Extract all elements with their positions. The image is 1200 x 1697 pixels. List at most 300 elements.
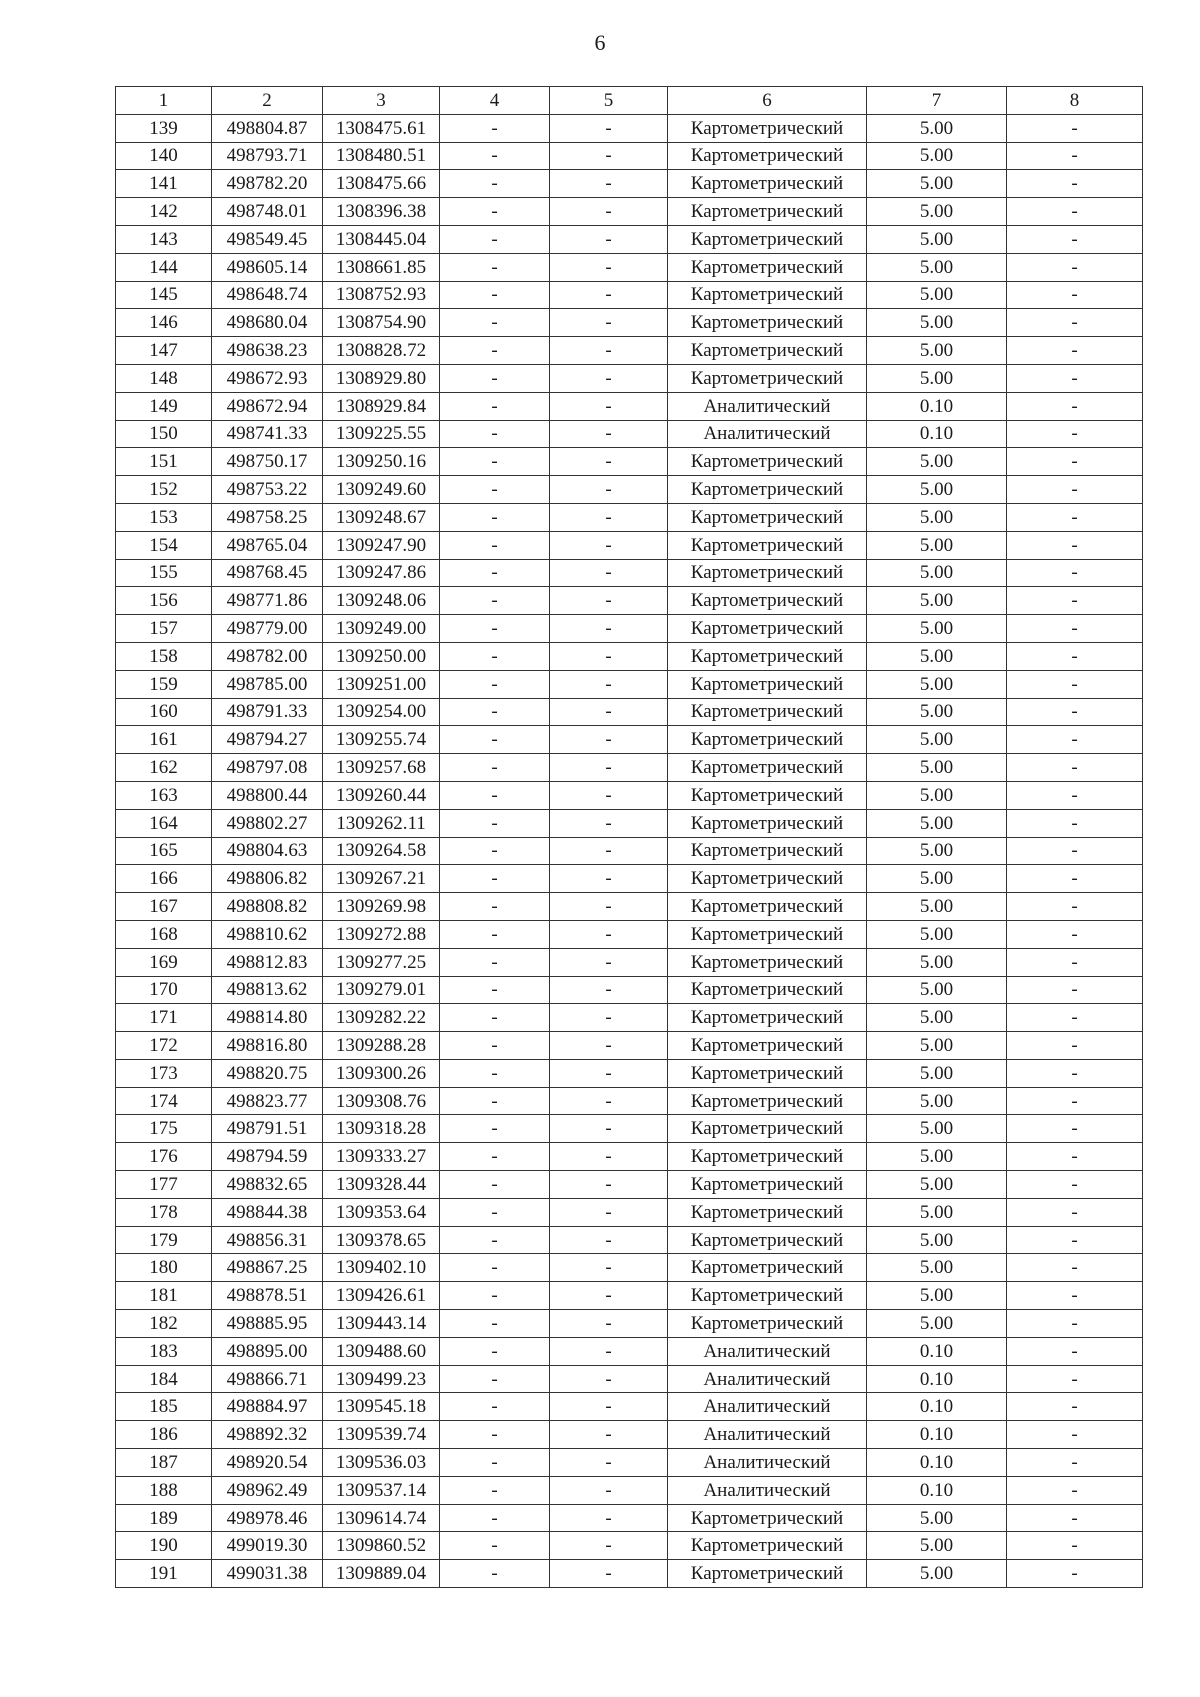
cell-accuracy: 0.10 — [867, 392, 1007, 420]
cell-point-number: 147 — [116, 337, 212, 365]
cell-col-4-value: - — [440, 781, 550, 809]
table-row — [116, 726, 1143, 754]
cell-col-5-value: - — [550, 253, 668, 281]
table-row — [116, 754, 1143, 782]
cell-accuracy: 5.00 — [867, 948, 1007, 976]
cell-col-4-value: - — [440, 503, 550, 531]
cell-point-number: 146 — [116, 309, 212, 337]
cell-x-coordinate: 498758.25 — [212, 503, 323, 531]
cell-method: Картометрический — [668, 754, 867, 782]
cell-col-5-value: - — [550, 1282, 668, 1310]
table-row — [116, 364, 1143, 392]
cell-accuracy: 0.10 — [867, 1393, 1007, 1421]
cell-col-4-value: - — [440, 1087, 550, 1115]
cell-col-5-value: - — [550, 1171, 668, 1199]
cell-method: Картометрический — [668, 1310, 867, 1338]
cell-x-coordinate: 498791.33 — [212, 698, 323, 726]
cell-col-8-value: - — [1007, 531, 1143, 559]
cell-accuracy: 5.00 — [867, 364, 1007, 392]
cell-col-5-value: - — [550, 948, 668, 976]
cell-col-4-value: - — [440, 670, 550, 698]
cell-point-number: 153 — [116, 503, 212, 531]
cell-x-coordinate: 498866.71 — [212, 1365, 323, 1393]
cell-col-4-value: - — [440, 587, 550, 615]
table-row — [116, 1337, 1143, 1365]
cell-col-8-value: - — [1007, 587, 1143, 615]
cell-accuracy: 5.00 — [867, 531, 1007, 559]
cell-col-4-value: - — [440, 448, 550, 476]
cell-col-8-value: - — [1007, 476, 1143, 504]
cell-col-4-value: - — [440, 754, 550, 782]
cell-col-8-value: - — [1007, 726, 1143, 754]
cell-point-number: 152 — [116, 476, 212, 504]
cell-method: Картометрический — [668, 837, 867, 865]
cell-method: Картометрический — [668, 865, 867, 893]
cell-col-8-value: - — [1007, 309, 1143, 337]
cell-col-5-value: - — [550, 698, 668, 726]
cell-accuracy: 5.00 — [867, 1254, 1007, 1282]
cell-accuracy: 5.00 — [867, 337, 1007, 365]
cell-method: Аналитический — [668, 1337, 867, 1365]
cell-col-4-value: - — [440, 142, 550, 170]
cell-accuracy: 5.00 — [867, 559, 1007, 587]
cell-x-coordinate: 498802.27 — [212, 809, 323, 837]
cell-accuracy: 5.00 — [867, 1059, 1007, 1087]
cell-point-number: 169 — [116, 948, 212, 976]
table-row — [116, 420, 1143, 448]
cell-method: Картометрический — [668, 1004, 867, 1032]
cell-y-coordinate: 1309247.86 — [323, 559, 440, 587]
cell-accuracy: 5.00 — [867, 1004, 1007, 1032]
cell-col-8-value: - — [1007, 642, 1143, 670]
cell-col-8-value: - — [1007, 559, 1143, 587]
cell-col-5-value: - — [550, 1115, 668, 1143]
cell-point-number: 155 — [116, 559, 212, 587]
cell-x-coordinate: 498806.82 — [212, 865, 323, 893]
cell-accuracy: 5.00 — [867, 615, 1007, 643]
cell-y-coordinate: 1309889.04 — [323, 1560, 440, 1588]
cell-col-5-value: - — [550, 1004, 668, 1032]
table-row — [116, 448, 1143, 476]
cell-y-coordinate: 1309539.74 — [323, 1421, 440, 1449]
table-row — [116, 1504, 1143, 1532]
cell-col-4-value: - — [440, 1004, 550, 1032]
cell-accuracy: 5.00 — [867, 476, 1007, 504]
cell-y-coordinate: 1308752.93 — [323, 281, 440, 309]
cell-accuracy: 5.00 — [867, 253, 1007, 281]
cell-y-coordinate: 1308754.90 — [323, 309, 440, 337]
cell-col-5-value: - — [550, 1421, 668, 1449]
cell-x-coordinate: 498878.51 — [212, 1282, 323, 1310]
cell-x-coordinate: 498753.22 — [212, 476, 323, 504]
cell-x-coordinate: 498782.20 — [212, 170, 323, 198]
cell-col-4-value: - — [440, 1198, 550, 1226]
cell-col-5-value: - — [550, 448, 668, 476]
cell-col-8-value: - — [1007, 670, 1143, 698]
table-row — [116, 1254, 1143, 1282]
cell-y-coordinate: 1309267.21 — [323, 865, 440, 893]
cell-col-8-value: - — [1007, 1004, 1143, 1032]
cell-col-4-value: - — [440, 1532, 550, 1560]
cell-point-number: 139 — [116, 114, 212, 142]
cell-y-coordinate: 1309378.65 — [323, 1226, 440, 1254]
cell-y-coordinate: 1309272.88 — [323, 920, 440, 948]
cell-col-5-value: - — [550, 559, 668, 587]
cell-x-coordinate: 498638.23 — [212, 337, 323, 365]
cell-col-5-value: - — [550, 364, 668, 392]
cell-col-4-value: - — [440, 893, 550, 921]
cell-col-8-value: - — [1007, 1310, 1143, 1338]
cell-col-4-value: - — [440, 1449, 550, 1477]
cell-x-coordinate: 498791.51 — [212, 1115, 323, 1143]
cell-y-coordinate: 1308480.51 — [323, 142, 440, 170]
cell-col-8-value: - — [1007, 198, 1143, 226]
cell-x-coordinate: 498750.17 — [212, 448, 323, 476]
cell-accuracy: 0.10 — [867, 1365, 1007, 1393]
cell-col-5-value: - — [550, 225, 668, 253]
cell-y-coordinate: 1308475.66 — [323, 170, 440, 198]
cell-y-coordinate: 1308661.85 — [323, 253, 440, 281]
cell-method: Картометрический — [668, 476, 867, 504]
cell-accuracy: 5.00 — [867, 865, 1007, 893]
cell-accuracy: 5.00 — [867, 670, 1007, 698]
cell-col-8-value: - — [1007, 114, 1143, 142]
table-row — [116, 1476, 1143, 1504]
cell-col-8-value: - — [1007, 253, 1143, 281]
table-row — [116, 1115, 1143, 1143]
cell-accuracy: 5.00 — [867, 170, 1007, 198]
table-row — [116, 809, 1143, 837]
cell-point-number: 186 — [116, 1421, 212, 1449]
column-header-1: 1 — [116, 87, 212, 115]
cell-x-coordinate: 498820.75 — [212, 1059, 323, 1087]
cell-method: Картометрический — [668, 1059, 867, 1087]
cell-col-5-value: - — [550, 781, 668, 809]
cell-x-coordinate: 499019.30 — [212, 1532, 323, 1560]
cell-col-4-value: - — [440, 920, 550, 948]
cell-col-5-value: - — [550, 1476, 668, 1504]
cell-col-8-value: - — [1007, 920, 1143, 948]
cell-col-8-value: - — [1007, 948, 1143, 976]
cell-x-coordinate: 498794.59 — [212, 1143, 323, 1171]
cell-x-coordinate: 498605.14 — [212, 253, 323, 281]
cell-x-coordinate: 498549.45 — [212, 225, 323, 253]
cell-x-coordinate: 498794.27 — [212, 726, 323, 754]
cell-col-4-value: - — [440, 1032, 550, 1060]
cell-col-8-value: - — [1007, 420, 1143, 448]
cell-x-coordinate: 498892.32 — [212, 1421, 323, 1449]
cell-col-5-value: - — [550, 476, 668, 504]
cell-col-8-value: - — [1007, 170, 1143, 198]
cell-col-5-value: - — [550, 1532, 668, 1560]
cell-x-coordinate: 498672.93 — [212, 364, 323, 392]
table-row — [116, 698, 1143, 726]
table-row — [116, 170, 1143, 198]
table-row — [116, 1532, 1143, 1560]
cell-col-5-value: - — [550, 642, 668, 670]
cell-col-4-value: - — [440, 476, 550, 504]
cell-col-8-value: - — [1007, 1365, 1143, 1393]
cell-x-coordinate: 498765.04 — [212, 531, 323, 559]
cell-accuracy: 5.00 — [867, 1504, 1007, 1532]
cell-col-5-value: - — [550, 1504, 668, 1532]
cell-method: Картометрический — [668, 1532, 867, 1560]
cell-col-5-value: - — [550, 392, 668, 420]
cell-col-4-value: - — [440, 642, 550, 670]
cell-accuracy: 5.00 — [867, 809, 1007, 837]
cell-col-8-value: - — [1007, 225, 1143, 253]
cell-x-coordinate: 498867.25 — [212, 1254, 323, 1282]
cell-method: Картометрический — [668, 448, 867, 476]
cell-col-4-value: - — [440, 1282, 550, 1310]
cell-col-8-value: - — [1007, 1032, 1143, 1060]
cell-col-8-value: - — [1007, 1198, 1143, 1226]
cell-accuracy: 5.00 — [867, 698, 1007, 726]
cell-x-coordinate: 498648.74 — [212, 281, 323, 309]
cell-point-number: 171 — [116, 1004, 212, 1032]
cell-y-coordinate: 1309277.25 — [323, 948, 440, 976]
cell-point-number: 162 — [116, 754, 212, 782]
cell-point-number: 159 — [116, 670, 212, 698]
cell-accuracy: 5.00 — [867, 754, 1007, 782]
cell-col-4-value: - — [440, 615, 550, 643]
cell-col-4-value: - — [440, 1310, 550, 1338]
cell-x-coordinate: 498793.71 — [212, 142, 323, 170]
cell-col-5-value: - — [550, 1143, 668, 1171]
cell-point-number: 150 — [116, 420, 212, 448]
cell-method: Картометрический — [668, 364, 867, 392]
cell-col-4-value: - — [440, 170, 550, 198]
cell-point-number: 149 — [116, 392, 212, 420]
cell-x-coordinate: 498813.62 — [212, 976, 323, 1004]
cell-method: Картометрический — [668, 309, 867, 337]
cell-col-5-value: - — [550, 531, 668, 559]
cell-x-coordinate: 498856.31 — [212, 1226, 323, 1254]
table-row — [116, 948, 1143, 976]
cell-col-4-value: - — [440, 559, 550, 587]
cell-y-coordinate: 1309248.06 — [323, 587, 440, 615]
cell-point-number: 184 — [116, 1365, 212, 1393]
cell-col-8-value: - — [1007, 1504, 1143, 1532]
cell-y-coordinate: 1309247.90 — [323, 531, 440, 559]
cell-method: Картометрический — [668, 893, 867, 921]
cell-y-coordinate: 1309288.28 — [323, 1032, 440, 1060]
cell-accuracy: 5.00 — [867, 503, 1007, 531]
cell-point-number: 148 — [116, 364, 212, 392]
cell-point-number: 172 — [116, 1032, 212, 1060]
cell-point-number: 163 — [116, 781, 212, 809]
cell-col-5-value: - — [550, 114, 668, 142]
cell-accuracy: 5.00 — [867, 1087, 1007, 1115]
cell-point-number: 154 — [116, 531, 212, 559]
cell-y-coordinate: 1308929.80 — [323, 364, 440, 392]
cell-col-8-value: - — [1007, 364, 1143, 392]
cell-accuracy: 5.00 — [867, 1115, 1007, 1143]
cell-accuracy: 5.00 — [867, 837, 1007, 865]
cell-col-5-value: - — [550, 1365, 668, 1393]
cell-col-8-value: - — [1007, 1421, 1143, 1449]
cell-y-coordinate: 1309264.58 — [323, 837, 440, 865]
cell-x-coordinate: 498823.77 — [212, 1087, 323, 1115]
cell-col-8-value: - — [1007, 754, 1143, 782]
table-row — [116, 1282, 1143, 1310]
cell-method: Картометрический — [668, 559, 867, 587]
cell-col-8-value: - — [1007, 976, 1143, 1004]
cell-x-coordinate: 498800.44 — [212, 781, 323, 809]
cell-col-4-value: - — [440, 948, 550, 976]
table-row — [116, 615, 1143, 643]
cell-x-coordinate: 498884.97 — [212, 1393, 323, 1421]
cell-method: Картометрический — [668, 503, 867, 531]
cell-x-coordinate: 498814.80 — [212, 1004, 323, 1032]
cell-col-8-value: - — [1007, 142, 1143, 170]
cell-col-5-value: - — [550, 1254, 668, 1282]
cell-point-number: 176 — [116, 1143, 212, 1171]
table-row — [116, 225, 1143, 253]
cell-col-8-value: - — [1007, 281, 1143, 309]
cell-col-5-value: - — [550, 893, 668, 921]
cell-point-number: 161 — [116, 726, 212, 754]
cell-col-4-value: - — [440, 114, 550, 142]
cell-col-4-value: - — [440, 1143, 550, 1171]
table-row — [116, 1087, 1143, 1115]
table-row — [116, 1365, 1143, 1393]
cell-point-number: 185 — [116, 1393, 212, 1421]
cell-col-4-value: - — [440, 281, 550, 309]
cell-y-coordinate: 1309499.23 — [323, 1365, 440, 1393]
cell-method: Картометрический — [668, 920, 867, 948]
cell-col-8-value: - — [1007, 1059, 1143, 1087]
table-row — [116, 1059, 1143, 1087]
cell-col-5-value: - — [550, 1393, 668, 1421]
table-row — [116, 1032, 1143, 1060]
cell-method: Картометрический — [668, 1087, 867, 1115]
cell-x-coordinate: 498844.38 — [212, 1198, 323, 1226]
cell-x-coordinate: 498895.00 — [212, 1337, 323, 1365]
cell-accuracy: 5.00 — [867, 642, 1007, 670]
column-header-7: 7 — [867, 87, 1007, 115]
coordinates-table — [115, 86, 1143, 1588]
cell-col-5-value: - — [550, 670, 668, 698]
cell-method: Аналитический — [668, 1365, 867, 1393]
cell-col-8-value: - — [1007, 392, 1143, 420]
cell-point-number: 182 — [116, 1310, 212, 1338]
cell-col-5-value: - — [550, 198, 668, 226]
table-row — [116, 1560, 1143, 1588]
cell-method: Картометрический — [668, 642, 867, 670]
cell-col-4-value: - — [440, 1226, 550, 1254]
cell-x-coordinate: 498885.95 — [212, 1310, 323, 1338]
cell-col-4-value: - — [440, 837, 550, 865]
table-row — [116, 837, 1143, 865]
cell-col-5-value: - — [550, 420, 668, 448]
table-row — [116, 670, 1143, 698]
cell-col-8-value: - — [1007, 1087, 1143, 1115]
cell-y-coordinate: 1309300.26 — [323, 1059, 440, 1087]
cell-accuracy: 5.00 — [867, 781, 1007, 809]
cell-accuracy: 5.00 — [867, 1171, 1007, 1199]
cell-col-4-value: - — [440, 531, 550, 559]
cell-y-coordinate: 1309269.98 — [323, 893, 440, 921]
cell-col-4-value: - — [440, 1171, 550, 1199]
cell-point-number: 140 — [116, 142, 212, 170]
cell-col-4-value: - — [440, 364, 550, 392]
cell-y-coordinate: 1309250.00 — [323, 642, 440, 670]
cell-point-number: 177 — [116, 1171, 212, 1199]
cell-x-coordinate: 498797.08 — [212, 754, 323, 782]
cell-method: Картометрический — [668, 670, 867, 698]
cell-y-coordinate: 1309251.00 — [323, 670, 440, 698]
table-row — [116, 1310, 1143, 1338]
cell-col-8-value: - — [1007, 1532, 1143, 1560]
cell-point-number: 183 — [116, 1337, 212, 1365]
cell-point-number: 174 — [116, 1087, 212, 1115]
cell-method: Картометрический — [668, 281, 867, 309]
cell-y-coordinate: 1309225.55 — [323, 420, 440, 448]
cell-y-coordinate: 1308445.04 — [323, 225, 440, 253]
cell-col-4-value: - — [440, 1504, 550, 1532]
cell-y-coordinate: 1309536.03 — [323, 1449, 440, 1477]
table-row — [116, 893, 1143, 921]
cell-point-number: 188 — [116, 1476, 212, 1504]
cell-accuracy: 0.10 — [867, 420, 1007, 448]
table-row — [116, 142, 1143, 170]
cell-method: Картометрический — [668, 1282, 867, 1310]
cell-col-8-value: - — [1007, 1282, 1143, 1310]
cell-col-5-value: - — [550, 1226, 668, 1254]
cell-col-5-value: - — [550, 170, 668, 198]
cell-col-4-value: - — [440, 1059, 550, 1087]
cell-x-coordinate: 498978.46 — [212, 1504, 323, 1532]
cell-col-4-value: - — [440, 1476, 550, 1504]
cell-col-8-value: - — [1007, 1393, 1143, 1421]
cell-accuracy: 5.00 — [867, 1032, 1007, 1060]
cell-x-coordinate: 498816.80 — [212, 1032, 323, 1060]
cell-y-coordinate: 1309255.74 — [323, 726, 440, 754]
cell-accuracy: 5.00 — [867, 448, 1007, 476]
cell-col-5-value: - — [550, 503, 668, 531]
table-row — [116, 1226, 1143, 1254]
cell-method: Аналитический — [668, 1421, 867, 1449]
cell-point-number: 156 — [116, 587, 212, 615]
cell-col-8-value: - — [1007, 448, 1143, 476]
cell-point-number: 141 — [116, 170, 212, 198]
cell-accuracy: 0.10 — [867, 1337, 1007, 1365]
cell-col-5-value: - — [550, 1198, 668, 1226]
cell-x-coordinate: 498748.01 — [212, 198, 323, 226]
cell-col-8-value: - — [1007, 503, 1143, 531]
cell-point-number: 164 — [116, 809, 212, 837]
cell-col-8-value: - — [1007, 837, 1143, 865]
cell-x-coordinate: 498768.45 — [212, 559, 323, 587]
cell-method: Картометрический — [668, 114, 867, 142]
cell-point-number: 145 — [116, 281, 212, 309]
cell-method: Картометрический — [668, 225, 867, 253]
cell-y-coordinate: 1308929.84 — [323, 392, 440, 420]
cell-x-coordinate: 498680.04 — [212, 309, 323, 337]
cell-accuracy: 5.00 — [867, 1310, 1007, 1338]
table-row — [116, 1449, 1143, 1477]
cell-col-4-value: - — [440, 726, 550, 754]
table-row — [116, 114, 1143, 142]
cell-col-8-value: - — [1007, 809, 1143, 837]
table-row — [116, 309, 1143, 337]
cell-col-4-value: - — [440, 1115, 550, 1143]
cell-method: Картометрический — [668, 170, 867, 198]
cell-method: Картометрический — [668, 587, 867, 615]
cell-accuracy: 5.00 — [867, 726, 1007, 754]
cell-method: Картометрический — [668, 976, 867, 1004]
